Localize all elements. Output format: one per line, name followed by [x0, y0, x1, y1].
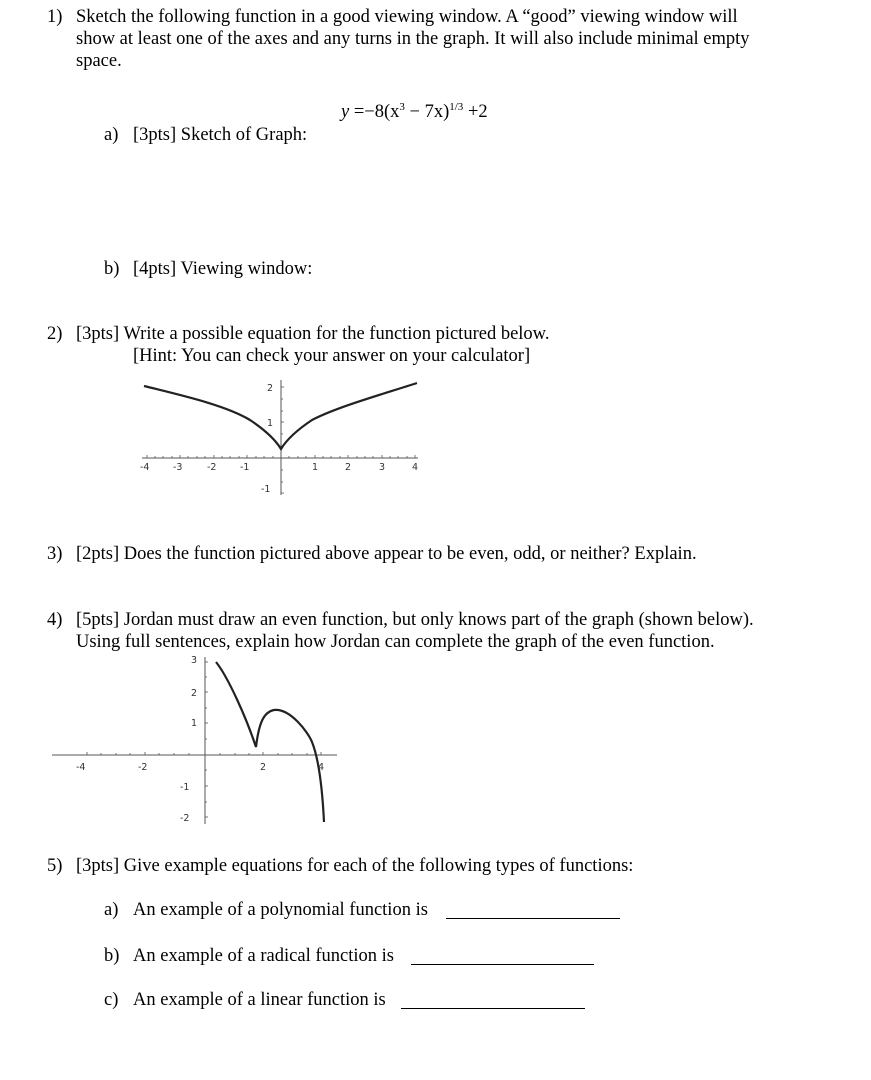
q1b-text: [4pts] Viewing window:: [133, 259, 313, 279]
q2-ytick-2: 2: [267, 383, 274, 394]
q1a-label: a): [104, 125, 119, 145]
q1-text-line3: space.: [76, 51, 122, 71]
q4-xtick-neg4: -4: [76, 762, 86, 773]
q4-text-line1: [5pts] Jordan must draw an even function, but only knows part of the graph (shown below).: [76, 610, 754, 630]
q4-xtick-2: 2: [260, 762, 267, 773]
q4-text-line2: Using full sentences, explain how Jordan can complete the graph of the even function.: [76, 632, 715, 652]
q2-text-line1: [3pts] Write a possible equation for the function pictured below.: [76, 324, 550, 344]
q5b-text: An example of a radical function is: [133, 946, 394, 966]
q4-ytick-2: 2: [191, 688, 198, 699]
q2-xtick-neg2: -2: [207, 462, 217, 473]
q5a-answer-blank[interactable]: [446, 902, 620, 919]
q1-text-line2: show at least one of the axes and any turns in the graph. It will also include minimal empty: [76, 29, 750, 49]
q2-hint: [Hint: You can check your answer on your calculator]: [133, 346, 531, 366]
q4-xtick-4: 4: [318, 762, 325, 773]
q2-xtick-neg1: -1: [240, 462, 250, 473]
q1b-label: b): [104, 259, 120, 279]
q1-number: 1): [47, 7, 63, 27]
q2-xtick-2: 2: [345, 462, 352, 473]
q4-ytick-neg2: -2: [180, 813, 190, 824]
q2-graph: [130, 375, 430, 505]
q4-xtick-neg2: -2: [138, 762, 148, 773]
q5c-text: An example of a linear function is: [133, 990, 386, 1010]
q1-text-line1: Sketch the following function in a good viewing window. A “good” viewing window will: [76, 7, 738, 27]
q2-xtick-3: 3: [379, 462, 386, 473]
q4-partial-curve: [216, 662, 324, 822]
q5a-label: a): [104, 900, 119, 920]
q1-equation: $y =-8(x^3 - 7x)^{1/3} +2$: [341, 101, 488, 123]
q5b-answer-blank[interactable]: [411, 948, 594, 965]
q3-text: [2pts] Does the function pictured above appear to be even, odd, or neither? Explain.: [76, 544, 697, 564]
q3-number: 3): [47, 544, 63, 564]
q5-text: [3pts] Give example equations for each of the following types of functions:: [76, 856, 634, 876]
q4-graph: [50, 652, 350, 827]
q1a-text: [3pts] Sketch of Graph:: [133, 125, 308, 145]
q2-number: 2): [47, 324, 63, 344]
q5c-label: c): [104, 990, 119, 1010]
q4-ytick-1: 1: [191, 718, 198, 729]
q2-xtick-4: 4: [412, 462, 419, 473]
q2-xtick-neg4: -4: [140, 462, 150, 473]
q2-xtick-neg3: -3: [173, 462, 183, 473]
q5a-text: An example of a polynomial function is: [133, 900, 428, 920]
q4-ytick-3: 3: [191, 655, 198, 666]
q5c-answer-blank[interactable]: [401, 992, 585, 1009]
q2-xtick-1: 1: [312, 462, 319, 473]
q2-ytick-neg1: -1: [261, 484, 271, 495]
q4-ytick-neg1: -1: [180, 782, 190, 793]
q4-number: 4): [47, 610, 63, 630]
q5-number: 5): [47, 856, 63, 876]
q5b-label: b): [104, 946, 120, 966]
q2-ytick-1: 1: [267, 418, 274, 429]
